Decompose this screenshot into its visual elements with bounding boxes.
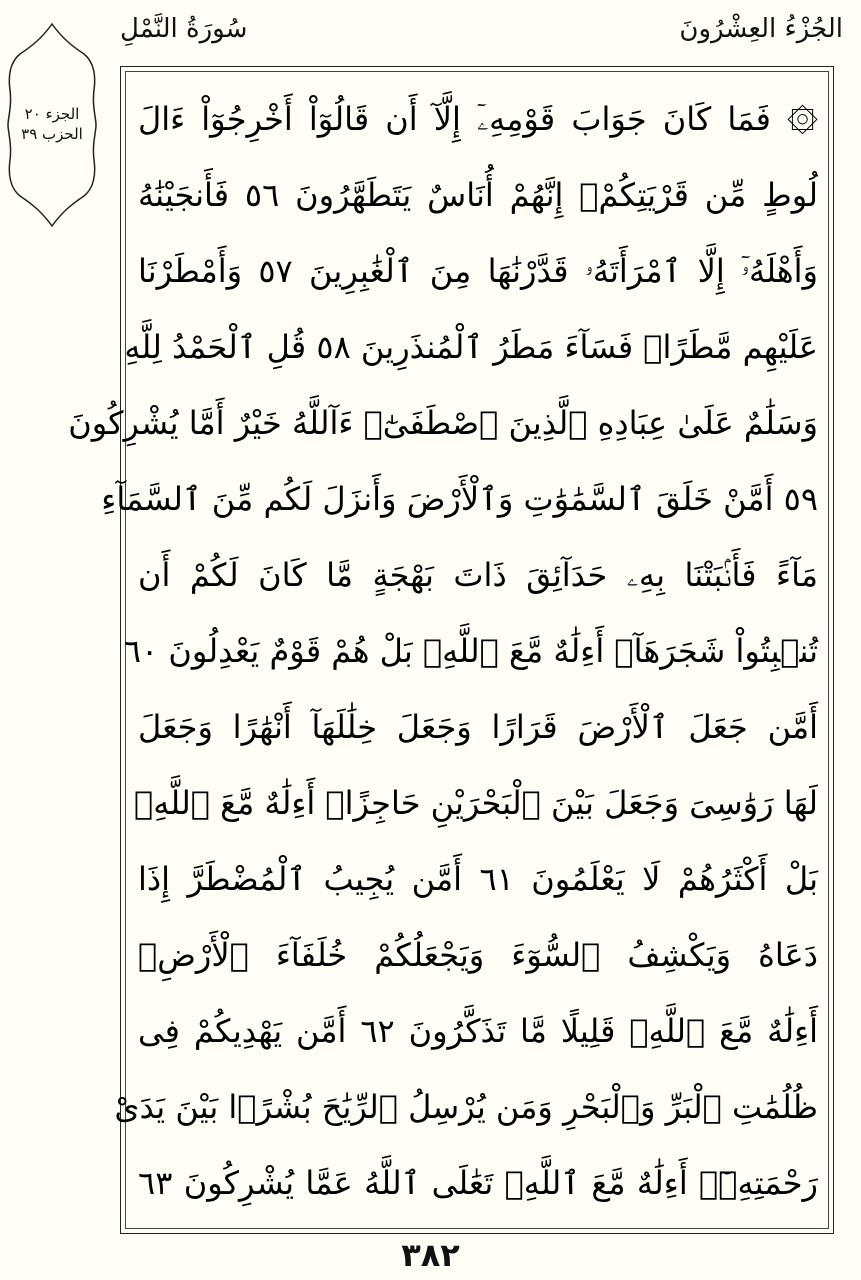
hizb-label: الحزب ٣٩	[21, 125, 83, 143]
text-line: دَعَاهُ وَيَكْشِفُ ٱلسُّوٓءَ وَيَجْعَلُكُمْ خُلَفَآءَ ٱلْأَرْضِۗ	[138, 936, 818, 974]
surah-title: سُورَةُ النَّمْلِ	[120, 14, 248, 44]
text-line: ٥٩ أَمَّنْ خَلَقَ ٱلسَّمَٰوَٰتِ وَٱلْأَرْضَ وَأَنزَلَ لَكُم مِّنَ ٱلسَّمَآءِ	[101, 480, 818, 518]
text-line: لَهَا رَوَٰسِىَ وَجَعَلَ بَيْنَ ٱلْبَحْرَيْنِ حَاجِزًاۗ أَءِلَٰهٌ مَّعَ ٱللَّهِۚ	[133, 784, 818, 822]
juz-hizb-badge	[4, 20, 100, 230]
text-line: أَمَّن جَعَلَ ٱلْأَرْضَ قَرَارًا وَجَعَلَ خِلَٰلَهَآ أَنْهَٰرًا وَجَعَلَ	[138, 708, 818, 746]
text-line: أَءِلَٰهٌ مَّعَ ٱللَّهِۚ قَلِيلًا مَّا تَذَكَّرُونَ ٦٢ أَمَّن يَهْدِيكُمْ فِى	[138, 1012, 819, 1050]
page-number: ٣٨٢	[401, 1236, 460, 1274]
text-line: ۞ فَمَا كَانَ جَوَابَ قَوْمِهِۦٓ إِلَّآ أَن قَالُوٓاْ أَخْرِجُوٓاْ ءَالَ	[138, 100, 818, 138]
text-line: عَلَيْهِم مَّطَرًاۖ فَسَآءَ مَطَرُ ٱلْمُنذَرِينَ ٥٨ قُلِ ٱلْحَمْدُ لِلَّهِ	[124, 328, 818, 366]
text-line: وَأَهْلَهُۥٓ إِلَّا ٱمْرَأَتَهُۥ قَدَّرْنَٰهَا مِنَ ٱلْغَٰبِرِينَ ٥٧ وَأَمْطَرْنَا	[138, 252, 819, 290]
text-line: وَسَلَٰمٌ عَلَىٰ عِبَادِهِ ٱلَّذِينَ ٱصْطَفَىٰٓۗ ءَآللَّهُ خَيْرٌ أَمَّا يُشْرِكُونَ	[68, 404, 818, 442]
quran-text-block	[68, 84, 819, 1218]
text-line: تُنۢبِتُواْ شَجَرَهَآۗ أَءِلَٰهٌ مَّعَ ٱللَّهِۚ بَلْ هُمْ قَوْمٌ يَعْدِلُونَ ٦٠	[123, 632, 818, 670]
text-line: رَحْمَتِهِۦٓۗ أَءِلَٰهٌ مَّعَ ٱللَّهِۚ تَعَٰلَى ٱللَّهُ عَمَّا يُشْرِكُونَ ٦٣	[138, 1164, 818, 1202]
text-line: ظُلُمَٰتِ ٱلْبَرِّ وَٱلْبَحْرِ وَمَن يُرْسِلُ ٱلرِّيَٰحَ بُشْرًۢا بَيْنَ يَدَىْ	[114, 1088, 818, 1126]
juz-title: الجُزْءُ العِشْرُونَ	[679, 14, 843, 44]
text-line: مَآءً فَأَنۢبَتْنَا بِهِۦ حَدَآئِقَ ذَاتَ بَهْجَةٍ مَّا كَانَ لَكُمْ أَن	[138, 556, 818, 594]
juz-label: الجزء ٢٠	[24, 105, 80, 123]
text-line: بَلْ أَكْثَرُهُمْ لَا يَعْلَمُونَ ٦١ أَمَّن يُجِيبُ ٱلْمُضْطَرَّ إِذَا	[138, 860, 818, 898]
text-line: لُوطٍ مِّن قَرْيَتِكُمْۖ إِنَّهُمْ أُنَاسٌ يَتَطَهَّرُونَ ٥٦ فَأَنجَيْنَٰهُ	[138, 176, 819, 214]
